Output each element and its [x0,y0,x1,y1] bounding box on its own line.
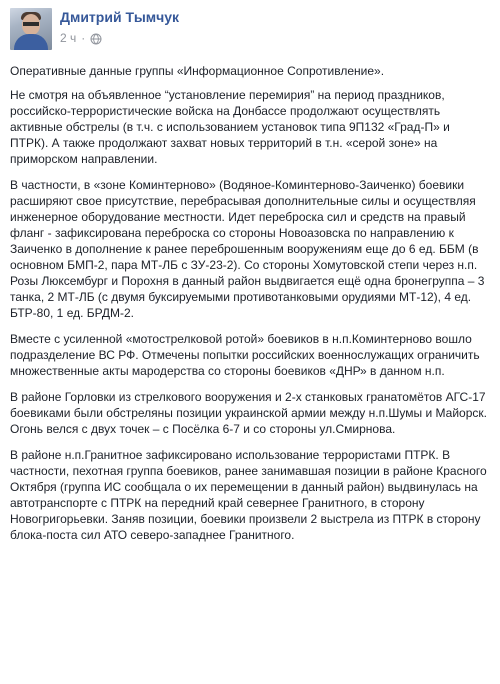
post-paragraph: Не смотря на объявленное “установление перемирия” на период праздников, российско-террористические войска на Донбассе продолжают осуществлять активные обстрелы (в т.ч. с использованием установок типа 9П132 «Град-П» и ПТРК). А также продолжают захват новых территорий в т.н. «серой зоне» на приморском направлении. [10,88,450,166]
post-paragraph: Вместе с усиленной «мотострелковой ротой» боевиков в н.п.Коминтерново вошло подразделение ВС РФ. Отмечены попытки российских военнослужащих ограничить множественные акты мародерства со стороны боевиков «ДНР» в данном н.п. [10,332,480,378]
author-avatar[interactable] [10,8,52,50]
post-subtitle [60,31,179,46]
post-paragraph: В частности, в «зоне Коминтерново» (Водяное-Коминтерново-Заиченко) боевики расширяют свое присутствие, перебрасывая дополнительные силы и осуществляя инженерное оборудование местности. Идет переброска сил и средств на правый фланг - зафиксирована переброска со стороны Новоазовска по направлению к Заиченко в дополнение к ранее переброшенным вооружениям еще до 6 ед. ББМ (в основном БМП-2, пара МТ-ЛБ с ЗУ-23-2). Со стороны Хомутовской степи через н.п. Розы Люксембург и Порохня в данный район выдвигается ещё одна бронегруппа – 3 танка, 2 МТ-ЛБ (с двумя буксируемыми противотанковыми орудиями МТ-12), 4 ед. БТР-80, 1 ед. БРДМ-2. [10,178,485,320]
avatar-shirt [14,34,48,50]
post-time[interactable]: 2 ч [60,31,77,45]
post-paragraph: Оперативные данные группы «Информационное Сопротивление». [10,64,385,78]
post-paragraph: В районе Горловки из стрелкового вооружения и 2-х станковых гранатомётов АГС-17 боевиками были обстреляны позиции украинской армии между н.п.Шумы и Майорск. Огонь велся с двух точек – с Посёлка 6-7 и со стороны ул.Смирнова. [10,390,487,436]
meta-separator: · [81,31,86,45]
post-header [10,8,179,54]
post-meta [60,8,179,46]
author-name[interactable]: Дмитрий Тымчук [60,9,180,25]
post-paragraph: В районе н.п.Гранитное зафиксировано использование террористами ПТРК. В частности, пехотная группа боевиков, ранее занимавшая позиции в районе Красного Октября (группа ИС сообщала о их перемещении в данный район) выдвинулась на автотранспорте с ПТРК на передний край севернее Гранитного, в сторону Новогригорьевки. Заняв позиции, боевики произвели 2 выстрела из ПТРК в сторону блока-поста сил АТО северо-западнее Гранитного. [10,448,487,542]
globe-icon [90,33,102,45]
avatar-glasses [23,22,39,26]
post-content [10,63,490,553]
